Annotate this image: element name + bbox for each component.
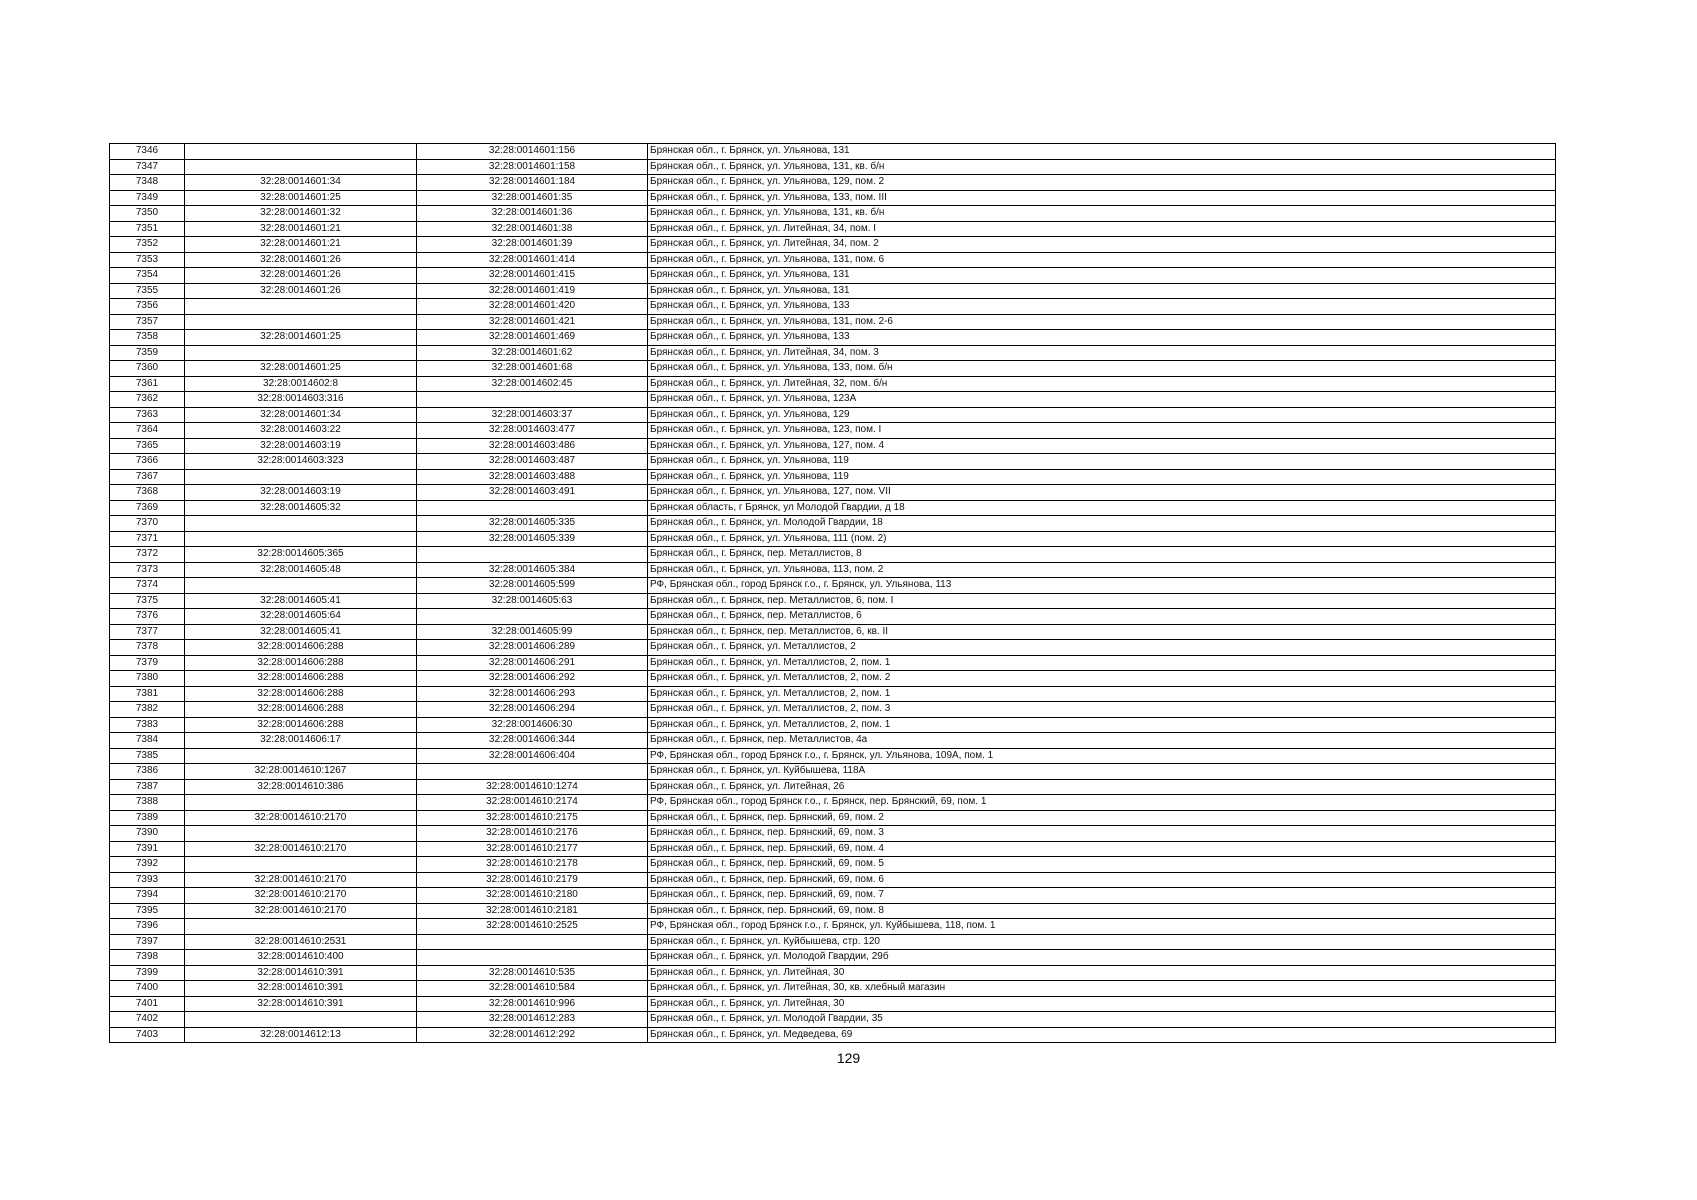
object-cadastral-number-cell: 32:28:0014601:184 bbox=[417, 175, 648, 191]
row-number-cell: 7348 bbox=[110, 175, 185, 191]
table-row bbox=[110, 609, 1556, 625]
row-number-cell: 7399 bbox=[110, 965, 185, 981]
object-cadastral-number-cell: 32:28:0014612:283 bbox=[417, 1012, 648, 1028]
parcel-cadastral-number-cell: 32:28:0014601:34 bbox=[185, 175, 417, 191]
table-row bbox=[110, 330, 1556, 346]
row-number-cell: 7394 bbox=[110, 888, 185, 904]
row-number-cell: 7375 bbox=[110, 593, 185, 609]
row-number-cell: 7369 bbox=[110, 500, 185, 516]
parcel-cadastral-number-cell bbox=[185, 516, 417, 532]
parcel-cadastral-number-cell: 32:28:0014612:13 bbox=[185, 1027, 417, 1043]
address-cell: Брянская обл., г. Брянск, ул. Металлистов, 2, пом. 3 bbox=[648, 702, 1556, 718]
table-row bbox=[110, 764, 1556, 780]
parcel-cadastral-number-cell: 32:28:0014605:365 bbox=[185, 547, 417, 563]
parcel-cadastral-number-cell: 32:28:0014610:2170 bbox=[185, 888, 417, 904]
object-cadastral-number-cell: 32:28:0014606:344 bbox=[417, 733, 648, 749]
object-cadastral-number-cell: 32:28:0014601:421 bbox=[417, 314, 648, 330]
address-cell: Брянская обл., г. Брянск, ул. Ульянова, 131, кв. б/н bbox=[648, 206, 1556, 222]
parcel-cadastral-number-cell: 32:28:0014601:34 bbox=[185, 407, 417, 423]
table-row bbox=[110, 547, 1556, 563]
table-row bbox=[110, 655, 1556, 671]
table-row bbox=[110, 795, 1556, 811]
row-number-cell: 7357 bbox=[110, 314, 185, 330]
address-cell: Брянская обл., г. Брянск, ул. Ульянова, 133 bbox=[648, 330, 1556, 346]
table-row bbox=[110, 221, 1556, 237]
object-cadastral-number-cell: 32:28:0014610:2525 bbox=[417, 919, 648, 935]
address-cell: Брянская обл., г. Брянск, ул. Металлистов, 2, пом. 1 bbox=[648, 686, 1556, 702]
row-number-cell: 7402 bbox=[110, 1012, 185, 1028]
object-cadastral-number-cell: 32:28:0014601:415 bbox=[417, 268, 648, 284]
parcel-cadastral-number-cell: 32:28:0014610:2170 bbox=[185, 841, 417, 857]
address-cell: Брянская обл., г. Брянск, пер. Металлистов, 6, пом. I bbox=[648, 593, 1556, 609]
parcel-cadastral-number-cell bbox=[185, 795, 417, 811]
parcel-cadastral-number-cell: 32:28:0014605:64 bbox=[185, 609, 417, 625]
table-row bbox=[110, 438, 1556, 454]
address-cell: Брянская обл., г. Брянск, ул. Ульянова, 113, пом. 2 bbox=[648, 562, 1556, 578]
parcel-cadastral-number-cell: 32:28:0014606:288 bbox=[185, 686, 417, 702]
address-cell: Брянская обл., г. Брянск, ул. Металлистов, 2 bbox=[648, 640, 1556, 656]
address-cell: Брянская обл., г. Брянск, ул. Куйбышева, стр. 120 bbox=[648, 934, 1556, 950]
address-cell: Брянская обл., г. Брянск, ул. Ульянова, 129 bbox=[648, 407, 1556, 423]
row-number-cell: 7397 bbox=[110, 934, 185, 950]
row-number-cell: 7378 bbox=[110, 640, 185, 656]
object-cadastral-number-cell bbox=[417, 950, 648, 966]
address-cell: Брянская обл., г. Брянск, пер. Брянский, 69, пом. 8 bbox=[648, 903, 1556, 919]
address-cell: Брянская обл., г. Брянск, ул. Литейная, 26 bbox=[648, 779, 1556, 795]
row-number-cell: 7392 bbox=[110, 857, 185, 873]
parcel-cadastral-number-cell: 32:28:0014601:26 bbox=[185, 252, 417, 268]
row-number-cell: 7371 bbox=[110, 531, 185, 547]
object-cadastral-number-cell: 32:28:0014601:68 bbox=[417, 361, 648, 377]
parcel-cadastral-number-cell bbox=[185, 1012, 417, 1028]
row-number-cell: 7346 bbox=[110, 144, 185, 160]
table-row bbox=[110, 159, 1556, 175]
object-cadastral-number-cell: 32:28:0014606:404 bbox=[417, 748, 648, 764]
row-number-cell: 7376 bbox=[110, 609, 185, 625]
object-cadastral-number-cell: 32:28:0014601:156 bbox=[417, 144, 648, 160]
object-cadastral-number-cell: 32:28:0014601:36 bbox=[417, 206, 648, 222]
table-row bbox=[110, 640, 1556, 656]
row-number-cell: 7359 bbox=[110, 345, 185, 361]
table-row bbox=[110, 206, 1556, 222]
table-row bbox=[110, 469, 1556, 485]
address-cell: Брянская обл., г. Брянск, ул. Ульянова, 131, кв. б/н bbox=[648, 159, 1556, 175]
row-number-cell: 7364 bbox=[110, 423, 185, 439]
address-cell: Брянская обл., г. Брянск, ул. Металлистов, 2, пом. 1 bbox=[648, 655, 1556, 671]
table-row bbox=[110, 237, 1556, 253]
row-number-cell: 7403 bbox=[110, 1027, 185, 1043]
address-cell: Брянская обл., г. Брянск, ул. Куйбышева, 118А bbox=[648, 764, 1556, 780]
parcel-cadastral-number-cell: 32:28:0014605:48 bbox=[185, 562, 417, 578]
object-cadastral-number-cell: 32:28:0014606:294 bbox=[417, 702, 648, 718]
parcel-cadastral-number-cell: 32:28:0014603:316 bbox=[185, 392, 417, 408]
object-cadastral-number-cell: 32:28:0014601:420 bbox=[417, 299, 648, 315]
address-cell: Брянская обл., г. Брянск, пер. Металлистов, 6 bbox=[648, 609, 1556, 625]
parcel-cadastral-number-cell bbox=[185, 345, 417, 361]
table-row bbox=[110, 810, 1556, 826]
object-cadastral-number-cell: 32:28:0014606:30 bbox=[417, 717, 648, 733]
address-cell: Брянская обл., г. Брянск, ул. Ульянова, 131 bbox=[648, 283, 1556, 299]
row-number-cell: 7350 bbox=[110, 206, 185, 222]
table-row bbox=[110, 1012, 1556, 1028]
row-number-cell: 7352 bbox=[110, 237, 185, 253]
address-cell: Брянская обл., г. Брянск, ул. Молодой Гвардии, 18 bbox=[648, 516, 1556, 532]
table-row bbox=[110, 485, 1556, 501]
table-row bbox=[110, 934, 1556, 950]
address-cell: Брянская обл., г. Брянск, ул. Литейная, 30 bbox=[648, 996, 1556, 1012]
table-row bbox=[110, 500, 1556, 516]
object-cadastral-number-cell: 32:28:0014610:584 bbox=[417, 981, 648, 997]
row-number-cell: 7358 bbox=[110, 330, 185, 346]
address-cell: Брянская обл., г. Брянск, ул. Металлистов, 2, пом. 1 bbox=[648, 717, 1556, 733]
parcel-cadastral-number-cell bbox=[185, 919, 417, 935]
address-cell: Брянская обл., г. Брянск, ул. Металлистов, 2, пом. 2 bbox=[648, 671, 1556, 687]
parcel-cadastral-number-cell: 32:28:0014601:26 bbox=[185, 283, 417, 299]
parcel-cadastral-number-cell bbox=[185, 748, 417, 764]
parcel-cadastral-number-cell: 32:28:0014606:288 bbox=[185, 717, 417, 733]
row-number-cell: 7381 bbox=[110, 686, 185, 702]
parcel-cadastral-number-cell: 32:28:0014601:21 bbox=[185, 237, 417, 253]
row-number-cell: 7379 bbox=[110, 655, 185, 671]
object-cadastral-number-cell: 32:28:0014610:2178 bbox=[417, 857, 648, 873]
table-row bbox=[110, 624, 1556, 640]
object-cadastral-number-cell: 32:28:0014610:2177 bbox=[417, 841, 648, 857]
parcel-cadastral-number-cell: 32:28:0014610:2531 bbox=[185, 934, 417, 950]
row-number-cell: 7393 bbox=[110, 872, 185, 888]
object-cadastral-number-cell: 32:28:0014606:289 bbox=[417, 640, 648, 656]
address-cell: Брянская область, г Брянск, ул Молодой Гвардии, д 18 bbox=[648, 500, 1556, 516]
parcel-cadastral-number-cell: 32:28:0014601:32 bbox=[185, 206, 417, 222]
table-row bbox=[110, 252, 1556, 268]
object-cadastral-number-cell: 32:28:0014610:2174 bbox=[417, 795, 648, 811]
address-cell: Брянская обл., г. Брянск, ул. Литейная, 30 bbox=[648, 965, 1556, 981]
row-number-cell: 7400 bbox=[110, 981, 185, 997]
object-cadastral-number-cell: 32:28:0014610:2180 bbox=[417, 888, 648, 904]
object-cadastral-number-cell bbox=[417, 764, 648, 780]
parcel-cadastral-number-cell: 32:28:0014606:17 bbox=[185, 733, 417, 749]
table-row bbox=[110, 407, 1556, 423]
table-row bbox=[110, 996, 1556, 1012]
row-number-cell: 7360 bbox=[110, 361, 185, 377]
parcel-cadastral-number-cell bbox=[185, 857, 417, 873]
row-number-cell: 7356 bbox=[110, 299, 185, 315]
row-number-cell: 7377 bbox=[110, 624, 185, 640]
object-cadastral-number-cell: 32:28:0014605:99 bbox=[417, 624, 648, 640]
table-row bbox=[110, 717, 1556, 733]
parcel-cadastral-number-cell: 32:28:0014610:391 bbox=[185, 996, 417, 1012]
table-row bbox=[110, 283, 1556, 299]
address-cell: Брянская обл., г. Брянск, ул. Ульянова, 123А bbox=[648, 392, 1556, 408]
address-cell: Брянская обл., г. Брянск, ул. Молодой Гвардии, 35 bbox=[648, 1012, 1556, 1028]
parcel-cadastral-number-cell: 32:28:0014610:391 bbox=[185, 981, 417, 997]
address-cell: РФ, Брянская обл., город Брянск г.о., г. Брянск, ул. Ульянова, 109А, пом. 1 bbox=[648, 748, 1556, 764]
object-cadastral-number-cell: 32:28:0014601:158 bbox=[417, 159, 648, 175]
table-row bbox=[110, 779, 1556, 795]
address-cell: РФ, Брянская обл., город Брянск г.о., г. Брянск, пер. Брянский, 69, пом. 1 bbox=[648, 795, 1556, 811]
table-row bbox=[110, 392, 1556, 408]
table-row bbox=[110, 903, 1556, 919]
row-number-cell: 7385 bbox=[110, 748, 185, 764]
row-number-cell: 7370 bbox=[110, 516, 185, 532]
object-cadastral-number-cell: 32:28:0014610:1274 bbox=[417, 779, 648, 795]
object-cadastral-number-cell bbox=[417, 934, 648, 950]
row-number-cell: 7354 bbox=[110, 268, 185, 284]
row-number-cell: 7396 bbox=[110, 919, 185, 935]
address-cell: РФ, Брянская обл., город Брянск г.о., г. Брянск, ул. Ульянова, 113 bbox=[648, 578, 1556, 594]
row-number-cell: 7373 bbox=[110, 562, 185, 578]
table-row bbox=[110, 190, 1556, 206]
parcel-cadastral-number-cell bbox=[185, 531, 417, 547]
row-number-cell: 7389 bbox=[110, 810, 185, 826]
address-cell: Брянская обл., г. Брянск, ул. Ульянова, 131 bbox=[648, 268, 1556, 284]
address-cell: Брянская обл., г. Брянск, ул. Медведева, 69 bbox=[648, 1027, 1556, 1043]
row-number-cell: 7363 bbox=[110, 407, 185, 423]
table-row bbox=[110, 314, 1556, 330]
parcel-cadastral-number-cell: 32:28:0014606:288 bbox=[185, 671, 417, 687]
row-number-cell: 7374 bbox=[110, 578, 185, 594]
parcel-cadastral-number-cell: 32:28:0014610:391 bbox=[185, 965, 417, 981]
address-cell: Брянская обл., г. Брянск, ул. Литейная, 34, пом. I bbox=[648, 221, 1556, 237]
parcel-cadastral-number-cell: 32:28:0014601:25 bbox=[185, 330, 417, 346]
parcel-cadastral-number-cell: 32:28:0014606:288 bbox=[185, 702, 417, 718]
object-cadastral-number-cell: 32:28:0014610:2175 bbox=[417, 810, 648, 826]
address-cell: Брянская обл., г. Брянск, ул. Ульянова, 119 bbox=[648, 454, 1556, 470]
table-row bbox=[110, 361, 1556, 377]
object-cadastral-number-cell: 32:28:0014601:62 bbox=[417, 345, 648, 361]
table-row bbox=[110, 454, 1556, 470]
table-row bbox=[110, 686, 1556, 702]
row-number-cell: 7372 bbox=[110, 547, 185, 563]
parcel-cadastral-number-cell: 32:28:0014603:19 bbox=[185, 438, 417, 454]
address-cell: Брянская обл., г. Брянск, ул. Ульянова, 111 (пом. 2) bbox=[648, 531, 1556, 547]
table-row bbox=[110, 562, 1556, 578]
parcel-cadastral-number-cell: 32:28:0014610:2170 bbox=[185, 872, 417, 888]
parcel-cadastral-number-cell: 32:28:0014602:8 bbox=[185, 376, 417, 392]
table-row bbox=[110, 826, 1556, 842]
address-cell: Брянская обл., г. Брянск, ул. Ульянова, 133 bbox=[648, 299, 1556, 315]
table-row bbox=[110, 702, 1556, 718]
object-cadastral-number-cell: 32:28:0014601:35 bbox=[417, 190, 648, 206]
object-cadastral-number-cell bbox=[417, 392, 648, 408]
row-number-cell: 7365 bbox=[110, 438, 185, 454]
address-cell: Брянская обл., г. Брянск, ул. Ульянова, 127, пом. VII bbox=[648, 485, 1556, 501]
table-row bbox=[110, 423, 1556, 439]
table-body bbox=[110, 144, 1556, 1043]
object-cadastral-number-cell: 32:28:0014602:45 bbox=[417, 376, 648, 392]
object-cadastral-number-cell: 32:28:0014605:63 bbox=[417, 593, 648, 609]
table-row bbox=[110, 872, 1556, 888]
object-cadastral-number-cell: 32:28:0014601:419 bbox=[417, 283, 648, 299]
parcel-cadastral-number-cell bbox=[185, 144, 417, 160]
object-cadastral-number-cell: 32:28:0014601:39 bbox=[417, 237, 648, 253]
address-cell: Брянская обл., г. Брянск, пер. Брянский, 69, пом. 5 bbox=[648, 857, 1556, 873]
object-cadastral-number-cell: 32:28:0014610:2181 bbox=[417, 903, 648, 919]
object-cadastral-number-cell: 32:28:0014606:293 bbox=[417, 686, 648, 702]
address-cell: Брянская обл., г. Брянск, ул. Ульянова, 119 bbox=[648, 469, 1556, 485]
address-cell: Брянская обл., г. Брянск, пер. Металлистов, 6, кв. II bbox=[648, 624, 1556, 640]
table-row bbox=[110, 144, 1556, 160]
object-cadastral-number-cell: 32:28:0014603:37 bbox=[417, 407, 648, 423]
row-number-cell: 7367 bbox=[110, 469, 185, 485]
address-cell: Брянская обл., г. Брянск, пер. Брянский, 69, пом. 6 bbox=[648, 872, 1556, 888]
parcel-cadastral-number-cell: 32:28:0014605:41 bbox=[185, 593, 417, 609]
parcel-cadastral-number-cell: 32:28:0014610:2170 bbox=[185, 810, 417, 826]
object-cadastral-number-cell bbox=[417, 500, 648, 516]
address-cell: Брянская обл., г. Брянск, пер. Брянский, 69, пом. 7 bbox=[648, 888, 1556, 904]
parcel-cadastral-number-cell bbox=[185, 299, 417, 315]
object-cadastral-number-cell: 32:28:0014610:996 bbox=[417, 996, 648, 1012]
table-row bbox=[110, 888, 1556, 904]
row-number-cell: 7391 bbox=[110, 841, 185, 857]
object-cadastral-number-cell: 32:28:0014612:292 bbox=[417, 1027, 648, 1043]
table-row bbox=[110, 345, 1556, 361]
parcel-cadastral-number-cell: 32:28:0014610:1267 bbox=[185, 764, 417, 780]
address-cell: Брянская обл., г. Брянск, пер. Брянский, 69, пом. 2 bbox=[648, 810, 1556, 826]
address-cell: Брянская обл., г. Брянск, ул. Ульянова, 131, пом. 6 bbox=[648, 252, 1556, 268]
address-cell: Брянская обл., г. Брянск, пер. Брянский, 69, пом. 4 bbox=[648, 841, 1556, 857]
page-number: 129 bbox=[836, 1050, 861, 1066]
parcel-cadastral-number-cell bbox=[185, 578, 417, 594]
table-row bbox=[110, 965, 1556, 981]
table-row bbox=[110, 376, 1556, 392]
address-cell: Брянская обл., г. Брянск, ул. Ульянова, 133, пом. б/н bbox=[648, 361, 1556, 377]
object-cadastral-number-cell: 32:28:0014603:488 bbox=[417, 469, 648, 485]
table-row bbox=[110, 919, 1556, 935]
row-number-cell: 7366 bbox=[110, 454, 185, 470]
object-cadastral-number-cell: 32:28:0014605:339 bbox=[417, 531, 648, 547]
object-cadastral-number-cell: 32:28:0014601:469 bbox=[417, 330, 648, 346]
row-number-cell: 7398 bbox=[110, 950, 185, 966]
parcel-cadastral-number-cell: 32:28:0014605:32 bbox=[185, 500, 417, 516]
row-number-cell: 7380 bbox=[110, 671, 185, 687]
object-cadastral-number-cell: 32:28:0014605:384 bbox=[417, 562, 648, 578]
address-cell: Брянская обл., г. Брянск, ул. Литейная, 34, пом. 2 bbox=[648, 237, 1556, 253]
address-cell: Брянская обл., г. Брянск, ул. Ульянова, 129, пом. 2 bbox=[648, 175, 1556, 191]
table-row bbox=[110, 531, 1556, 547]
parcel-cadastral-number-cell: 32:28:0014601:25 bbox=[185, 361, 417, 377]
object-cadastral-number-cell: 32:28:0014603:491 bbox=[417, 485, 648, 501]
object-cadastral-number-cell bbox=[417, 547, 648, 563]
table-row bbox=[110, 299, 1556, 315]
address-cell: Брянская обл., г. Брянск, ул. Ульянова, 131 bbox=[648, 144, 1556, 160]
row-number-cell: 7382 bbox=[110, 702, 185, 718]
row-number-cell: 7388 bbox=[110, 795, 185, 811]
row-number-cell: 7383 bbox=[110, 717, 185, 733]
address-cell: Брянская обл., г. Брянск, ул. Ульянова, 123, пом. I bbox=[648, 423, 1556, 439]
table-row bbox=[110, 733, 1556, 749]
object-cadastral-number-cell: 32:28:0014603:487 bbox=[417, 454, 648, 470]
document-page bbox=[109, 143, 1555, 1043]
table-row bbox=[110, 671, 1556, 687]
address-cell: Брянская обл., г. Брянск, ул. Ульянова, 131, пом. 2-6 bbox=[648, 314, 1556, 330]
parcel-cadastral-number-cell: 32:28:0014601:21 bbox=[185, 221, 417, 237]
address-cell: РФ, Брянская обл., город Брянск г.о., г. Брянск, ул. Куйбышева, 118, пом. 1 bbox=[648, 919, 1556, 935]
table-row bbox=[110, 950, 1556, 966]
parcel-cadastral-number-cell: 32:28:0014610:386 bbox=[185, 779, 417, 795]
address-cell: Брянская обл., г. Брянск, ул. Литейная, 32, пом. б/н bbox=[648, 376, 1556, 392]
row-number-cell: 7351 bbox=[110, 221, 185, 237]
row-number-cell: 7384 bbox=[110, 733, 185, 749]
row-number-cell: 7347 bbox=[110, 159, 185, 175]
object-cadastral-number-cell: 32:28:0014601:414 bbox=[417, 252, 648, 268]
object-cadastral-number-cell bbox=[417, 609, 648, 625]
object-cadastral-number-cell: 32:28:0014610:2179 bbox=[417, 872, 648, 888]
row-number-cell: 7401 bbox=[110, 996, 185, 1012]
address-cell: Брянская обл., г. Брянск, ул. Молодой Гвардии, 29б bbox=[648, 950, 1556, 966]
row-number-cell: 7395 bbox=[110, 903, 185, 919]
row-number-cell: 7353 bbox=[110, 252, 185, 268]
table-row bbox=[110, 1027, 1556, 1043]
table-row bbox=[110, 841, 1556, 857]
address-cell: Брянская обл., г. Брянск, ул. Литейная, 34, пом. 3 bbox=[648, 345, 1556, 361]
table-row bbox=[110, 748, 1556, 764]
parcel-cadastral-number-cell: 32:28:0014606:288 bbox=[185, 640, 417, 656]
object-cadastral-number-cell: 32:28:0014606:292 bbox=[417, 671, 648, 687]
table-row bbox=[110, 981, 1556, 997]
row-number-cell: 7349 bbox=[110, 190, 185, 206]
object-cadastral-number-cell: 32:28:0014610:2176 bbox=[417, 826, 648, 842]
row-number-cell: 7390 bbox=[110, 826, 185, 842]
table-row bbox=[110, 857, 1556, 873]
parcel-cadastral-number-cell: 32:28:0014603:19 bbox=[185, 485, 417, 501]
cadastral-register-table bbox=[109, 143, 1556, 1043]
object-cadastral-number-cell: 32:28:0014610:535 bbox=[417, 965, 648, 981]
address-cell: Брянская обл., г. Брянск, пер. Брянский, 69, пом. 3 bbox=[648, 826, 1556, 842]
row-number-cell: 7368 bbox=[110, 485, 185, 501]
address-cell: Брянская обл., г. Брянск, пер. Металлистов, 4а bbox=[648, 733, 1556, 749]
parcel-cadastral-number-cell: 32:28:0014610:400 bbox=[185, 950, 417, 966]
row-number-cell: 7362 bbox=[110, 392, 185, 408]
parcel-cadastral-number-cell: 32:28:0014606:288 bbox=[185, 655, 417, 671]
row-number-cell: 7361 bbox=[110, 376, 185, 392]
row-number-cell: 7355 bbox=[110, 283, 185, 299]
parcel-cadastral-number-cell bbox=[185, 314, 417, 330]
table-row bbox=[110, 578, 1556, 594]
object-cadastral-number-cell: 32:28:0014603:477 bbox=[417, 423, 648, 439]
parcel-cadastral-number-cell: 32:28:0014603:323 bbox=[185, 454, 417, 470]
parcel-cadastral-number-cell: 32:28:0014601:25 bbox=[185, 190, 417, 206]
table-row bbox=[110, 593, 1556, 609]
parcel-cadastral-number-cell: 32:28:0014610:2170 bbox=[185, 903, 417, 919]
table-row bbox=[110, 175, 1556, 191]
object-cadastral-number-cell: 32:28:0014605:599 bbox=[417, 578, 648, 594]
address-cell: Брянская обл., г. Брянск, ул. Ульянова, 133, пом. III bbox=[648, 190, 1556, 206]
parcel-cadastral-number-cell bbox=[185, 159, 417, 175]
parcel-cadastral-number-cell: 32:28:0014605:41 bbox=[185, 624, 417, 640]
object-cadastral-number-cell: 32:28:0014605:335 bbox=[417, 516, 648, 532]
object-cadastral-number-cell: 32:28:0014606:291 bbox=[417, 655, 648, 671]
table-row bbox=[110, 268, 1556, 284]
object-cadastral-number-cell: 32:28:0014603:486 bbox=[417, 438, 648, 454]
address-cell: Брянская обл., г. Брянск, ул. Ульянова, 127, пом. 4 bbox=[648, 438, 1556, 454]
parcel-cadastral-number-cell bbox=[185, 826, 417, 842]
parcel-cadastral-number-cell: 32:28:0014603:22 bbox=[185, 423, 417, 439]
parcel-cadastral-number-cell bbox=[185, 469, 417, 485]
row-number-cell: 7386 bbox=[110, 764, 185, 780]
address-cell: Брянская обл., г. Брянск, ул. Литейная, 30, кв. хлебный магазин bbox=[648, 981, 1556, 997]
parcel-cadastral-number-cell: 32:28:0014601:26 bbox=[185, 268, 417, 284]
address-cell: Брянская обл., г. Брянск, пер. Металлистов, 8 bbox=[648, 547, 1556, 563]
row-number-cell: 7387 bbox=[110, 779, 185, 795]
object-cadastral-number-cell: 32:28:0014601:38 bbox=[417, 221, 648, 237]
table-row bbox=[110, 516, 1556, 532]
